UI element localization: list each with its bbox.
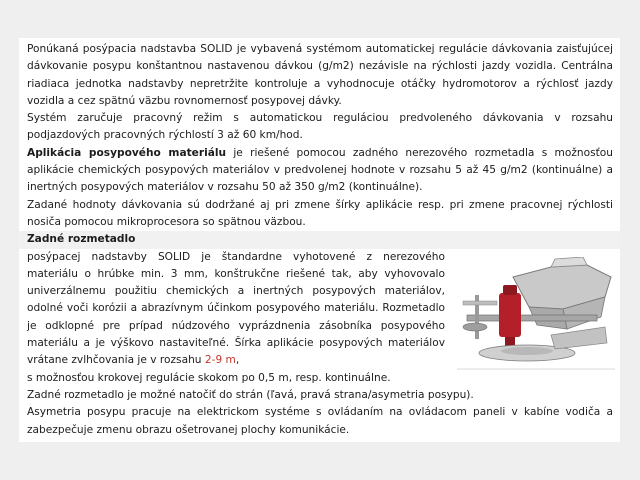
width-range: 2-9 m [204,354,236,367]
spreader-heading: Zadné rozmetadlo [19,231,620,248]
application-paragraph-2: Zadané hodnoty dávkovania sú dodržané aj pri zmene šírky aplikácie resp. pri zmene pracovnej rýchlosti nosiča pomocou mikroprocesora so spätnou väzbou. [27,198,613,228]
intro-paragraph-2: Systém zaručuje pracovný režim s automatickou reguláciou predvoleného dávkovania v rozsahu podjazdových pracovných rýchlostí 3 až 60 km/hod. [27,112,613,142]
document-panel [19,38,620,442]
spreader-section [27,249,613,387]
intro-paragraph-1: Ponúkaná posýpacia nadstavba SOLID je vybavená systémom automatickej regulácie dávkovania zaisťujúcej dávkovanie posypu konštantnou nastavenou dávkou (g/m2) nezávisle na rýchlosti jazdy vozidla. Centrálna riadiaca jednotka nadstavby nepretržite kontroluje a vyhodnocuje otáčky hydromotorov a rýchlosť jazdy vozidla a cez spätnú väzbu rovnomernosť posypovej dávky. [27,43,613,107]
application-title: Aplikácia posypového materiálu [27,146,227,159]
spreader-text: posýpacej nadstavby SOLID je štandardne vyhotovené z nerezového materiálu o hrúbke min. 3 mm, konštrukčne riešené tak, aby vyhovovalo univerzálnemu použitiu chemických a inertných posypových materiálov, odolné voči korózii a abrazívnym účinkom posypového materiálu. Rozmetadlo je odklopné pre prípad núdzového vyprázdnenia zásobníka posypového materiálu a je výškovo nastaviteľné. Šírka aplikácie posypových materiálov vrátane zvlhčovania je v rozsahu [27,250,445,367]
spreader-paragraph-1 [27,249,445,370]
spreader-machine-image [455,257,620,373]
spreader-paragraph-4: Asymetria posypu pracuje na elektrickom systéme s ovládaním na ovládacom paneli v kabíne vodiča a zabezpečuje zmenu obrazu ošetrovanej plochy komunikácie. [27,406,613,436]
spreader-paragraph-3: Zadné rozmetadlo je možné natočiť do strán (ľavá, pravá strana/asymetria posypu). [27,388,474,401]
spreader-paragraph-2: s možnosťou krokovej regulácie skokom po 0,5 m, resp. kontinuálne. [27,371,391,384]
application-text: je riešené pomocou zadného nerezového rozmetadla s možnosťou aplikácie chemických posypových materiálov v predvolenej hodnote v rozsahu 5 až 45 g/m2 (kontinuálne) a inertných posypových materiálov v rozsahu 50 až 350 g/m2 (kontinuálne). [27,146,613,194]
application-paragraph [27,145,613,197]
spreader-text-end: , [235,354,240,367]
